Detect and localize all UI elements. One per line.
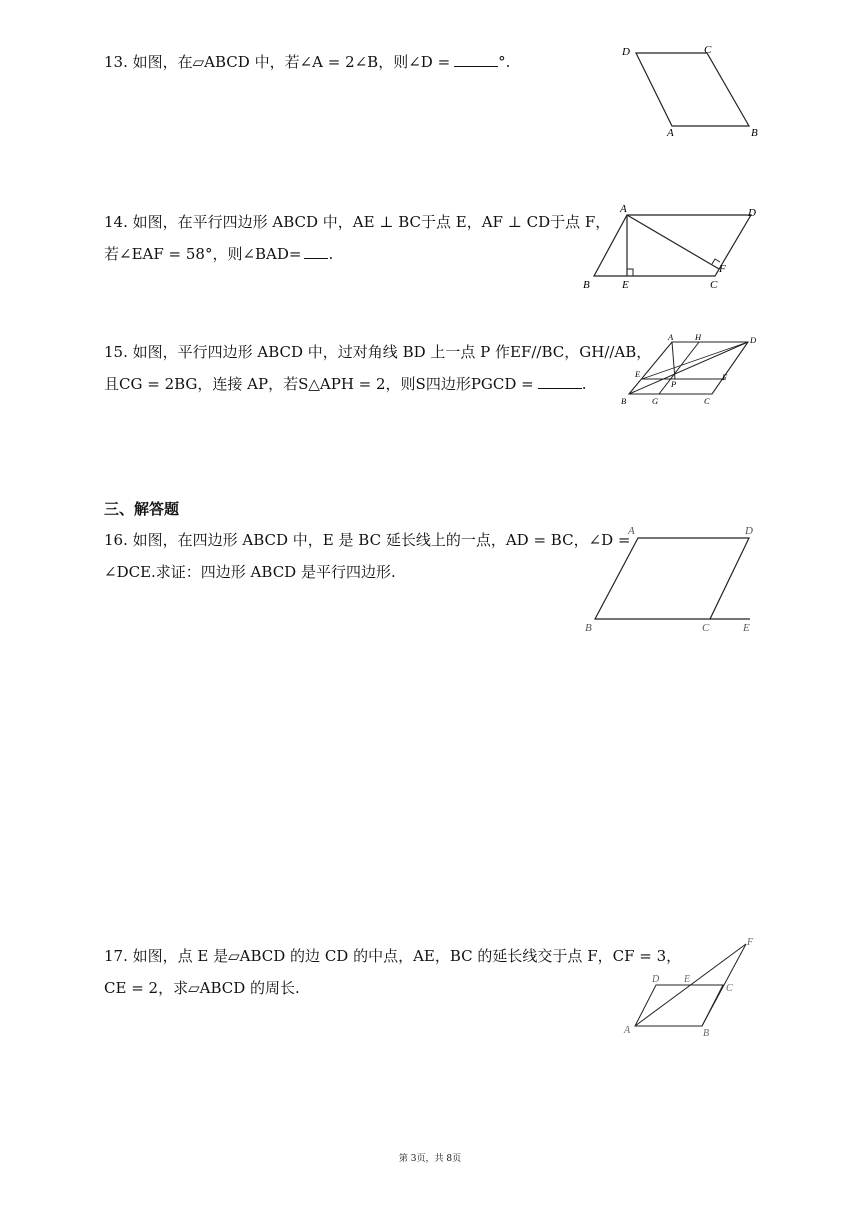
question-13 [104,46,510,78]
label-D: D [745,525,753,537]
label-G: G [652,396,659,406]
question-15 [104,336,651,400]
question-14 [104,206,610,270]
label-C: C [704,44,712,56]
page-footer: 第 3页，共 8页 [398,1154,462,1164]
label-B: B [703,1028,710,1039]
label-A: A [620,203,627,215]
question-17 [104,940,681,1004]
label-C: C [704,396,710,406]
question-17-line2: CE = 2，求▱ABCD 的周长. [104,979,300,997]
figure-15 [612,330,772,410]
question-14-line1: 14. 如图，在平行四边形 ABCD 中，AE ⊥ BC于点 E，AF ⊥ CD于点 F， [104,213,611,231]
question-17-line1: 17. 如图，点 E 是▱ABCD 的边 CD 的中点，AE，BC 的延长线交于点 F，CF = 3， [104,947,682,965]
label-B: B [585,622,592,634]
answer-blank[interactable] [454,52,498,67]
label-D: D [748,207,756,219]
label-H: H [695,332,702,342]
figure-16 [580,522,770,642]
label-F: F [719,263,726,275]
label-C: C [702,622,710,634]
label-A: A [628,525,635,537]
label-C: C [726,983,733,994]
label-F: F [722,372,728,382]
section-title: 三、解答题 [104,500,180,518]
label-A: A [667,127,674,139]
question-16-line2: ∠DCE.求证：四边形 ABCD 是平行四边形. [104,563,396,581]
label-D: D [750,335,757,345]
figure-14 [578,200,768,300]
label-A: A [668,332,674,342]
question-16 [104,524,631,588]
label-F: F [747,937,754,948]
question-15-tail: . [581,375,587,393]
question-13-text: 13. 如图，在▱ABCD 中，若∠A = 2∠B，则∠D = [104,53,451,71]
label-P: P [671,379,677,389]
label-E: E [684,974,691,985]
label-E: E [743,622,750,634]
label-B: B [621,396,627,406]
answer-blank[interactable] [304,244,328,259]
question-15-line2: 且CG = 2BG，连接 AP，若S△APH = 2，则S四边形PGCD = [104,375,534,393]
label-E: E [622,279,629,291]
label-B: B [583,279,590,291]
label-D: D [652,974,660,985]
question-14-line2: 若∠EAF = 58°，则∠BAD= [104,245,302,263]
figure-13 [610,40,770,150]
question-13-tail: °. [498,53,511,71]
label-A: A [624,1025,631,1036]
question-14-tail: . [328,245,334,263]
answer-blank[interactable] [538,374,582,389]
question-16-line1: 16. 如图，在四边形 ABCD 中，E 是 BC 延长线上的一点，AD = BC，∠D = [104,531,631,549]
figure-17 [618,936,768,1046]
label-D: D [622,46,630,58]
label-C: C [710,279,718,291]
label-E: E [635,369,641,379]
question-15-line1: 15. 如图，平行四边形 ABCD 中，过对角线 BD 上一点 P 作EF//BC，GH//AB， [104,343,652,361]
label-B: B [751,127,758,139]
